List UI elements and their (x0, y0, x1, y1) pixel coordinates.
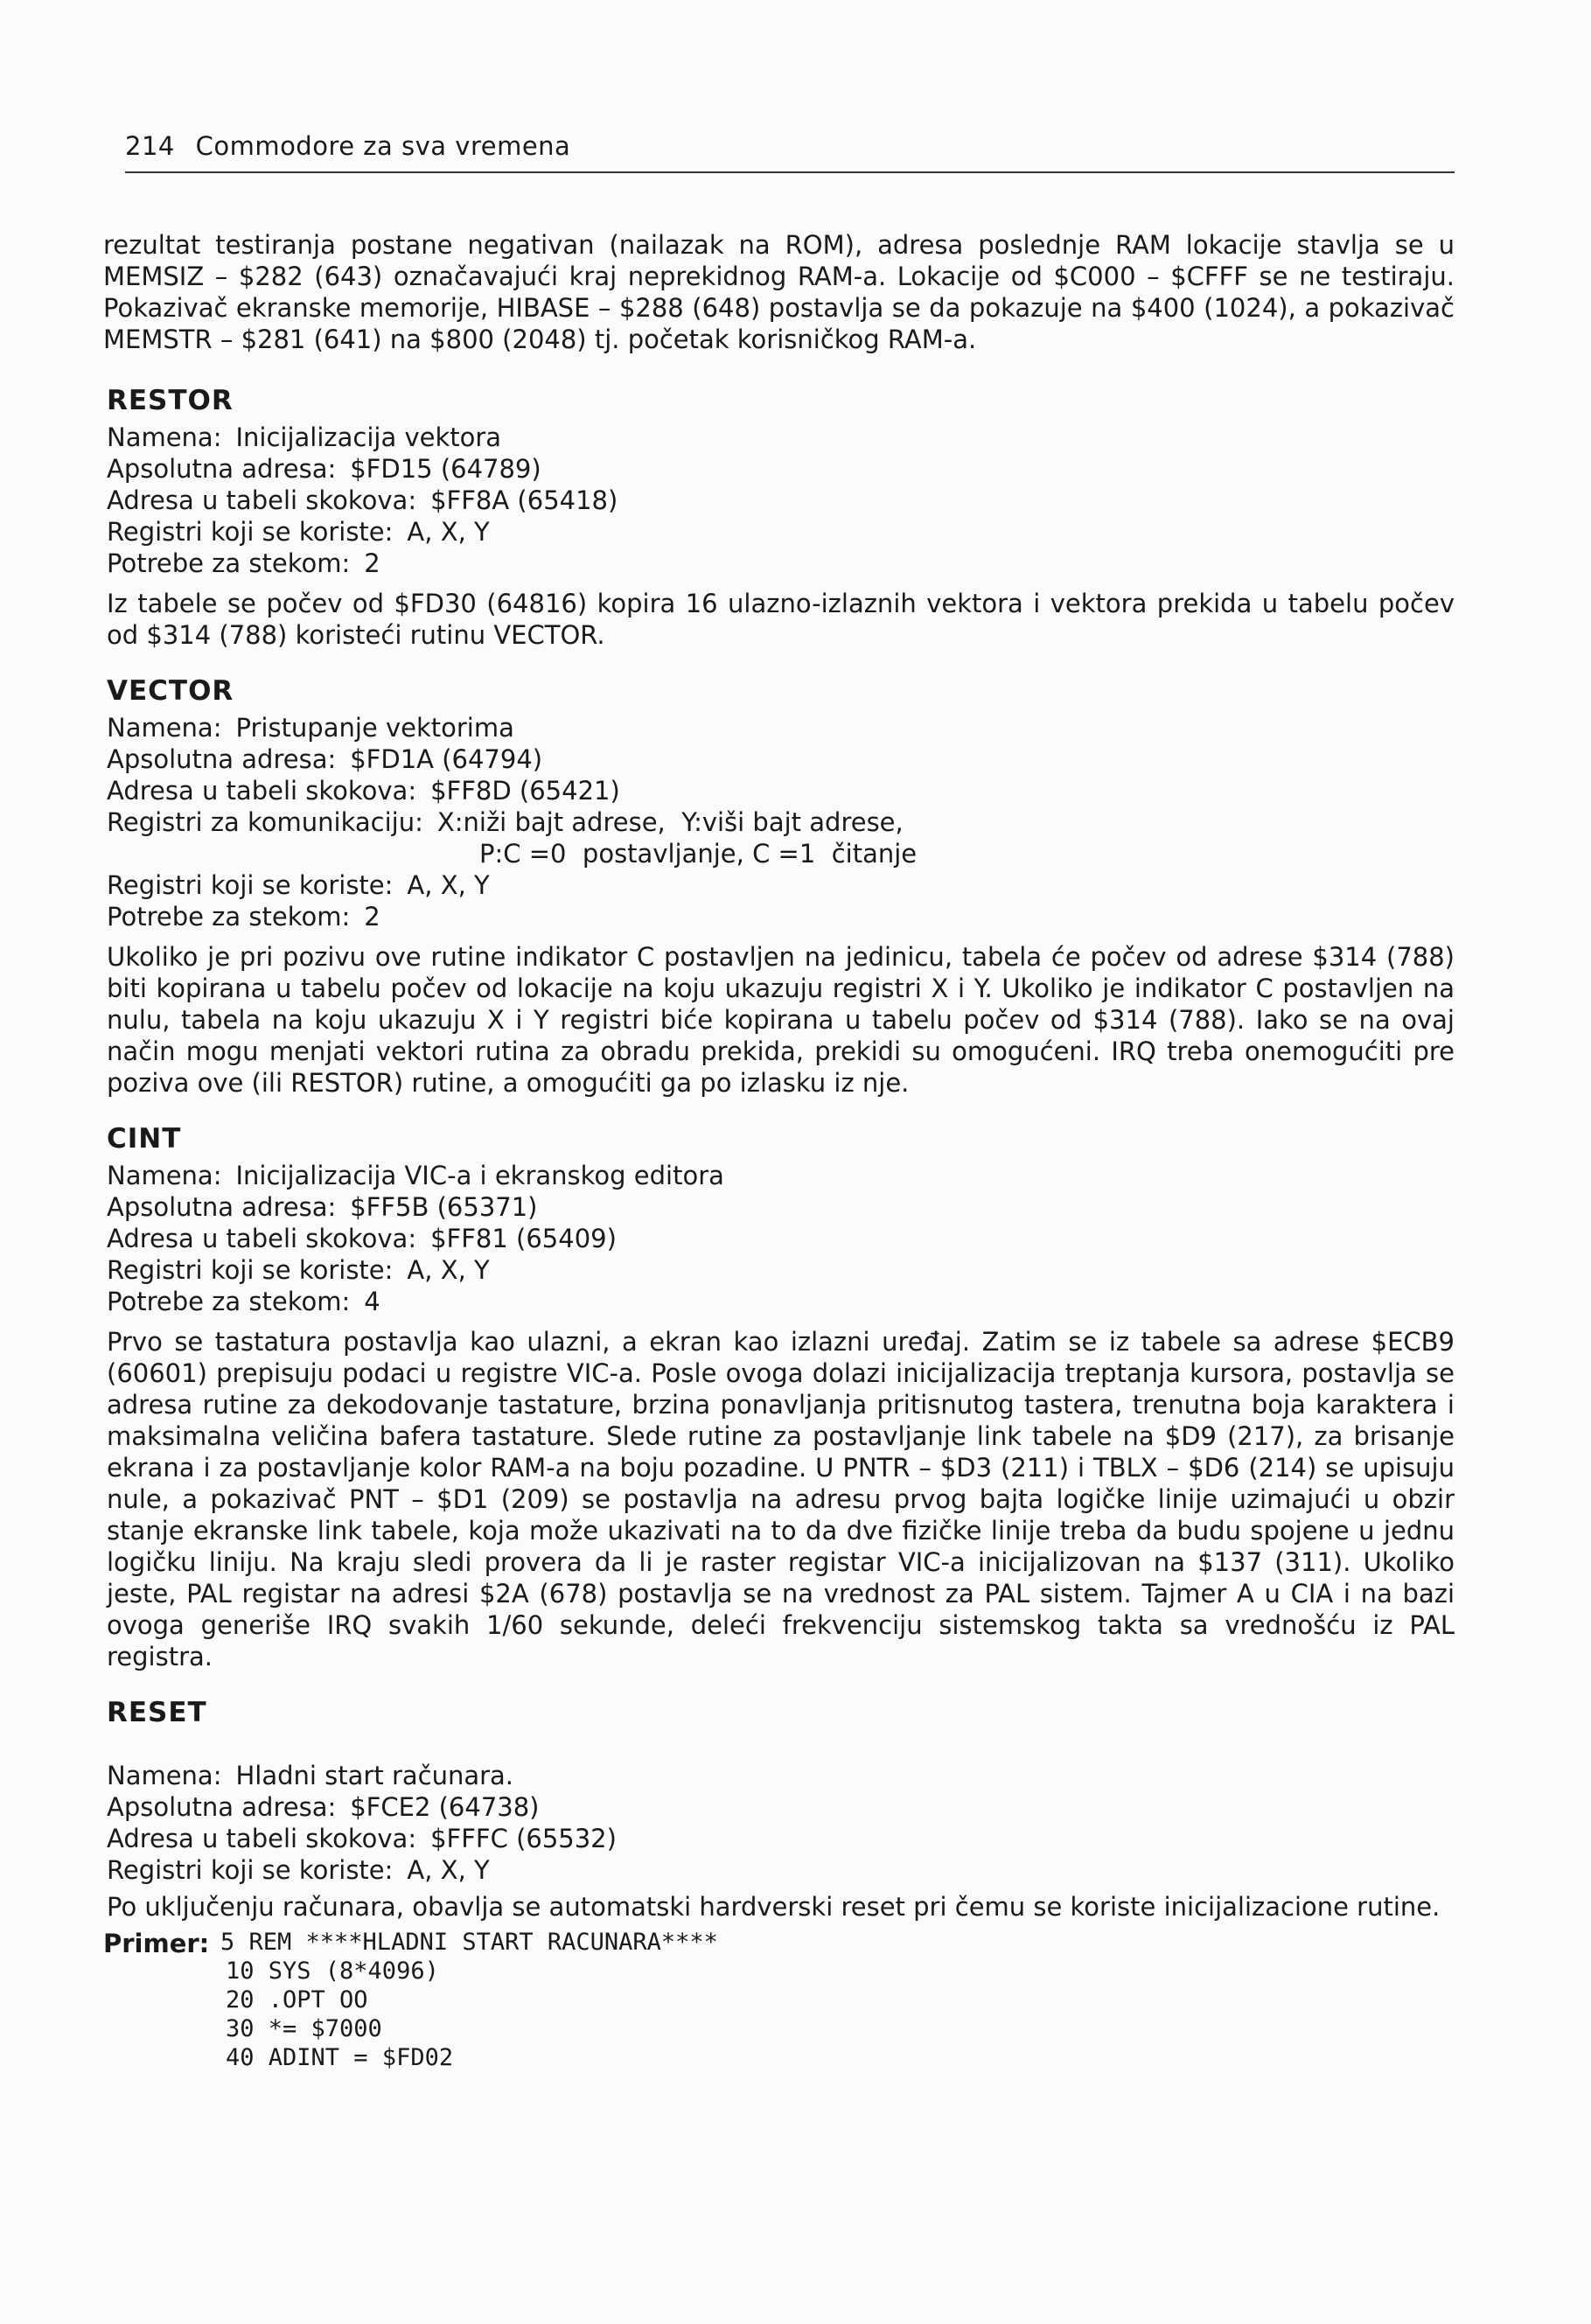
field-stek: Potrebe za stekom: 4 (107, 1287, 380, 1316)
book-title: Commodore za sva vremena (195, 131, 571, 161)
field-adresa-u-tabeli: Adresa u tabeli skokova: $FFFC (65532) (107, 1824, 617, 1853)
field-registri: Registri koji se koriste: A, X, Y (107, 1855, 490, 1885)
field-apsolutna-adresa: Apsolutna adresa: $FCE2 (64738) (107, 1792, 540, 1822)
primer-label: Primer: (103, 1929, 210, 1958)
field-adresa-u-tabeli: Adresa u tabeli skokova: $FF8A (65418) (107, 485, 618, 515)
header-rule (125, 171, 1455, 173)
field-namena: Namena: Hladni start računara. (107, 1761, 514, 1790)
field-registri: Registri koji se koriste: A, X, Y (107, 517, 490, 547)
field-apsolutna-adresa: Apsolutna adresa: $FD15 (64789) (107, 454, 541, 484)
page-header (125, 131, 570, 161)
field-adresa-u-tabeli: Adresa u tabeli skokova: $FF8D (65421) (107, 776, 620, 806)
section-title: RESTOR (107, 385, 234, 416)
section-description: Prvo se tastatura postavlja kao ulazni, a ekran kao izlazni uređaj. Zatim se iz tabele sa adrese $ECB9 (60601) prepisuju podaci u registre VIC-a. Posle ovoga dolazi inicijalizacija treptanja kursora, postavlja se adresa rutine za dekodovanje tastature, brzina ponavljanja pritisnutog tastera, trenutna boja karaktera i maksimalna veličina bafera tastature. Slede rutine za postavljanje link tabele na $D9 (217), za brisanje ekrana i za postavljanje kolor RAM-a na boju pozadine. U PNTR – $D3 (211) i TBLX – $D6 (214) se upisuju nule, a pokazivač PNT – $D1 (209) se postavlja na adresu prvog bajta logičke linije uzimajući u obzir stanje ekranske link tabele, koja može ukazivati na to da dve fizičke linije treba da budu spojene u jednu logičku liniju. Na kraju sledi provera da li je raster registar VIC-a inicijalizovan na $137 (311). Ukoliko jeste, PAL registar na adresi $2A (678) postavlja se na vrednost za PAL sistem. Tajmer A u CIA i na bazi ovoga generiše IRQ svakih 1/60 sekunde, deleći frekvenciju sistemskog takta sa vrednošću iz PAL registra. (107, 1327, 1455, 1671)
field-namena: Namena: Pristupanje vektorima (107, 713, 514, 743)
section-description: Ukoliko je pri pozivu ove rutine indikator C postavljen na jedinicu, tabela će počev od adrese $314 (788) biti kopirana u tabelu počev od lokacije na koju ukazuju registri X i Y. Ukoliko je indikator C postavljen na nulu, tabela na koju ukazuju X i Y registri biće kopirana u tabelu počev od $314 (788). Iako se na ovaj način mogu menjati vektori rutina za obradu prekida, prekidi su omogućeni. IRQ treba onemogućiti pre poziva ove (ili RESTOR) rutine, a omogućiti ga po izlasku iz nje. (107, 942, 1455, 1098)
section-title: CINT (107, 1123, 182, 1155)
section-reset (103, 1697, 1455, 1923)
section-title: VECTOR (107, 675, 234, 707)
section-restor (103, 385, 1455, 651)
code-line: 10 SYS (8*4096) (226, 1958, 439, 1985)
field-adresa-u-tabeli: Adresa u tabeli skokova: $FF81 (65409) (107, 1224, 617, 1253)
section-cint (103, 1123, 1455, 1672)
code-block (220, 1928, 718, 2072)
field-apsolutna-adresa: Apsolutna adresa: $FD1A (64794) (107, 744, 543, 774)
page-number: 214 (125, 131, 175, 161)
field-stek: Potrebe za stekom: 2 (107, 548, 380, 578)
code-line: 40 ADINT = $FD02 (226, 2044, 454, 2071)
field-namena: Namena: Inicijalizacija VIC-a i ekranskog editora (107, 1161, 724, 1190)
section-title: RESET (107, 1697, 207, 1728)
intro-paragraph: rezultat testiranja postane negativan (nailazak na ROM), adresa poslednje RAM lokacije stavlja se u MEMSIZ – $282 (643) označavajući kraj neprekidnog RAM-a. Lokacije od $C000 – $CFFF se ne testiraju. Pokazivač ekranske memorije, HIBASE – $288 (648) postavlja se da pokazuje na $400 (1024), a pokazivač MEMSTR – $281 (641) na $800 (2048) tj. početak korisničkog RAM-a. (103, 230, 1455, 354)
section-vector (103, 675, 1455, 1099)
field-registri: Registri koji se koriste: A, X, Y (107, 1255, 490, 1285)
field-namena: Namena: Inicijalizacija vektora (107, 422, 502, 452)
code-line: 5 REM ****HLADNI START RACUNARA**** (220, 1929, 718, 1956)
field-registri: Registri koji se koriste: A, X, Y (107, 870, 490, 900)
section-description: Iz tabele se počev od $FD30 (64816) kopira 16 ulazno-izlaznih vektora i vektora prekida u tabelu počev od $314 (788) koristeći rutinu VECTOR. (107, 589, 1455, 650)
page-body (103, 229, 1455, 2072)
code-line: 20 .OPT OO (226, 1986, 368, 2013)
section-description: Po uključenju računara, obavlja se automatski hardverski reset pri čemu se koriste inicijalizacione rutine. (107, 1892, 1441, 1922)
code-example (103, 1928, 1455, 2072)
field-apsolutna-adresa: Apsolutna adresa: $FF5B (65371) (107, 1192, 538, 1222)
field-stek: Potrebe za stekom: 2 (107, 902, 380, 932)
code-line: 30 *= $7000 (226, 2015, 382, 2042)
field-registri-komunikacija: Registri za komunikaciju: X:niži bajt adrese, Y:viši bajt adrese, (107, 807, 904, 837)
field-registri-komunikacija-cont: P:C =0 postavljanje, C =1 čitanje (479, 839, 918, 869)
